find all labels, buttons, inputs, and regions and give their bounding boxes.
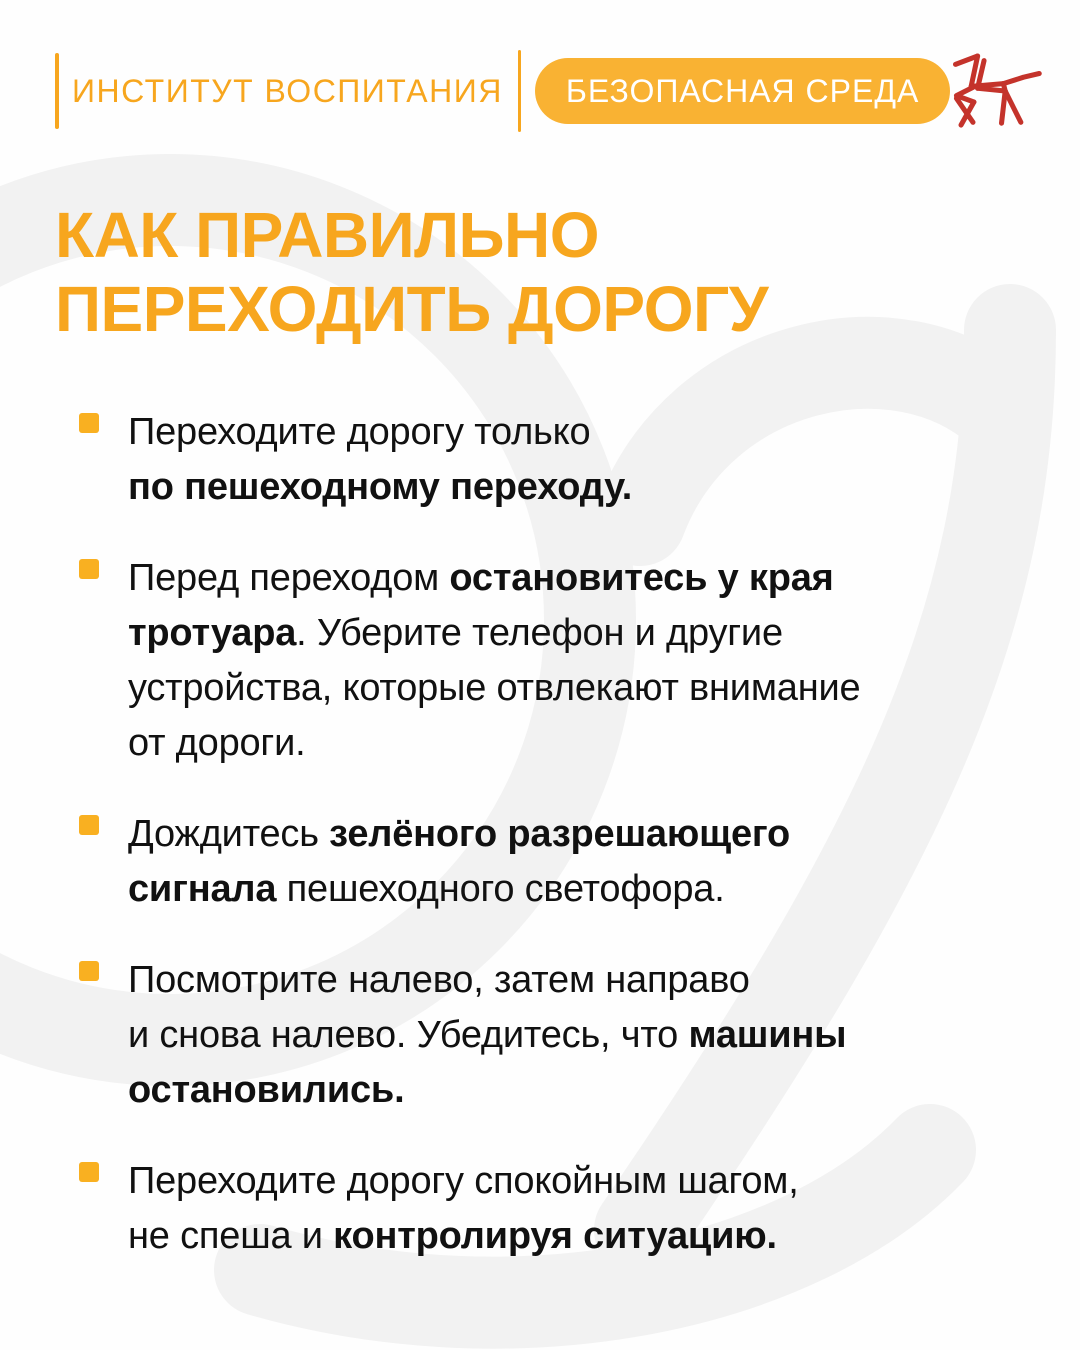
bullet-square-marker: [79, 961, 99, 981]
list-item: [79, 807, 1029, 917]
brand-divider-bar: [55, 53, 59, 129]
page-title: [55, 198, 995, 346]
bullet-square-marker: [79, 413, 99, 433]
list-item: [79, 953, 1029, 1118]
list-item-text: Переходите дорогу спокойным шагом, не спеша и контролируя ситуацию.: [128, 1160, 799, 1257]
list-item: [79, 405, 1029, 515]
list-item-text: Переходите дорогу только по пешеходному переходу.: [128, 411, 633, 508]
badge-divider-bar: [518, 50, 521, 132]
list-item-text: Посмотрите налево, затем направо и снова налево. Убедитесь, что машины остановились.: [128, 959, 847, 1111]
header: [55, 50, 1040, 132]
bullet-square-marker: [79, 559, 99, 579]
category-badge: БЕЗОПАСНАЯ СРЕДА: [535, 58, 951, 124]
list-item: [79, 551, 1029, 771]
bullet-square-marker: [79, 815, 99, 835]
page-title-line-1: КАК ПРАВИЛЬНО: [55, 199, 600, 271]
list-item-text: Дождитесь зелёного разрешающего сигнала пешеходного светофора.: [128, 813, 791, 910]
page-title-line-2: ПЕРЕХОДИТЬ ДОРОГУ: [55, 273, 769, 345]
institute-horse-logo-icon: [950, 49, 1042, 133]
list-item-text: Перед переходом остановитесь у края тротуара. Уберите телефон и другие устройства, которые отвлекают внимание от дороги.: [128, 557, 861, 764]
bullet-square-marker: [79, 1162, 99, 1182]
rules-list: [79, 405, 1029, 1264]
brand-name: ИНСТИТУТ ВОСПИТАНИЯ: [72, 72, 503, 109]
list-item: [79, 1154, 1029, 1264]
